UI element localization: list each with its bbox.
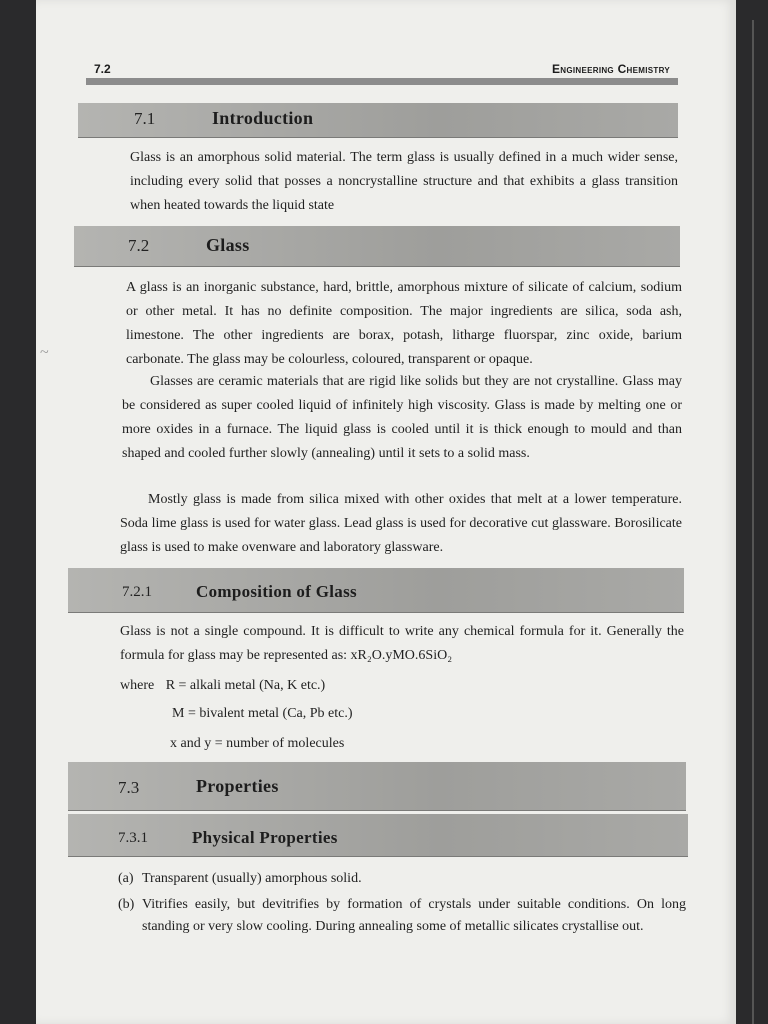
book-page xyxy=(36,0,736,1024)
intro-paragraph: Glass is an amorphous solid material. The term glass is usually defined in a much wider sense, including every solid that posses a noncrystalline structure and that exhibits a glass transition when heated towards the liquid state xyxy=(130,150,678,213)
page-edge xyxy=(752,20,754,1024)
margin-pencil-mark: ~ xyxy=(40,344,49,361)
section-number: 7.3.1 xyxy=(118,830,148,846)
property-item-b xyxy=(118,894,686,966)
section-heading-properties xyxy=(68,762,686,811)
section-heading-introduction xyxy=(78,103,678,138)
item-label: (a) xyxy=(118,871,134,886)
glass-paragraph-1: A glass is an inorganic substance, hard, brittle, amorphous mixture of silicate of calcium, sodium or other metal. It has no definite composition. The major ingredients are silica, soda ash, limestone. The other ingredients are borax, potash, litharge fluorspar, zinc oxide, barium carbonate. The glass may be colourless, coloured, transparent or opaque. xyxy=(126,280,682,367)
section-title: Composition of Glass xyxy=(196,582,357,601)
glass-paragraph-2: Glasses are ceramic materials that are rigid like solids but they are not crystalline. Glass may be considered as super cooled liquid of infinitely high viscosity. Glass is made by melting one or more oxides in a furnace. The liquid glass is cooled until it is thick enough to mould and than shaped and cooled further slowly (annealing) until it sets to a solid mass. xyxy=(122,374,682,461)
section-title: Properties xyxy=(196,776,279,796)
section-heading-composition xyxy=(68,568,684,613)
section-title: Glass xyxy=(206,235,250,255)
where-label: where xyxy=(120,678,155,693)
composition-paragraph xyxy=(120,620,684,668)
composition-text: Glass is not a single compound. It is difficult to write any chemical formula for it. Generally the formula for glass may be represented as: xyxy=(120,624,684,663)
section-heading-physical-properties xyxy=(68,814,688,857)
item-text: Transparent (usually) amorphous solid. xyxy=(142,871,362,886)
glass-paragraph-3: Mostly glass is made from silica mixed with other oxides that melt at a lower temperature. Soda lime glass is used for water glass. Lead glass is used for decorative cut glassware. Borosilicate glass is used to make ovenware and laboratory glassware. xyxy=(120,492,682,555)
section-heading-glass xyxy=(74,226,680,267)
section-title: Physical Properties xyxy=(192,828,338,847)
definition-r: R = alkali metal (Na, K etc.) xyxy=(165,678,326,693)
property-item-a xyxy=(118,868,686,890)
section-title: Introduction xyxy=(212,108,314,128)
running-head xyxy=(86,62,678,85)
definition-xy: x and y = number of molecules xyxy=(170,736,345,751)
section-number: 7.3 xyxy=(118,778,140,797)
section-number: 7.2 xyxy=(128,236,150,255)
item-text: Vitrifies easily, but devitrifies by formation of crystals under suitable conditions. On long standing or very slow cooling. During annealing some of metallic silicates crystallise out. xyxy=(142,897,686,934)
where-r-line xyxy=(120,676,325,696)
book-title: Engineering Chemistry xyxy=(551,62,670,76)
glass-formula: xR₂O.yMO.6SiO₂ xyxy=(350,648,453,663)
section-number: 7.2.1 xyxy=(122,584,152,600)
item-label: (b) xyxy=(118,897,135,912)
section-number: 7.1 xyxy=(134,109,156,128)
definition-m: M = bivalent metal (Ca, Pb etc.) xyxy=(172,706,353,721)
page-number: 7.2 xyxy=(94,62,111,76)
